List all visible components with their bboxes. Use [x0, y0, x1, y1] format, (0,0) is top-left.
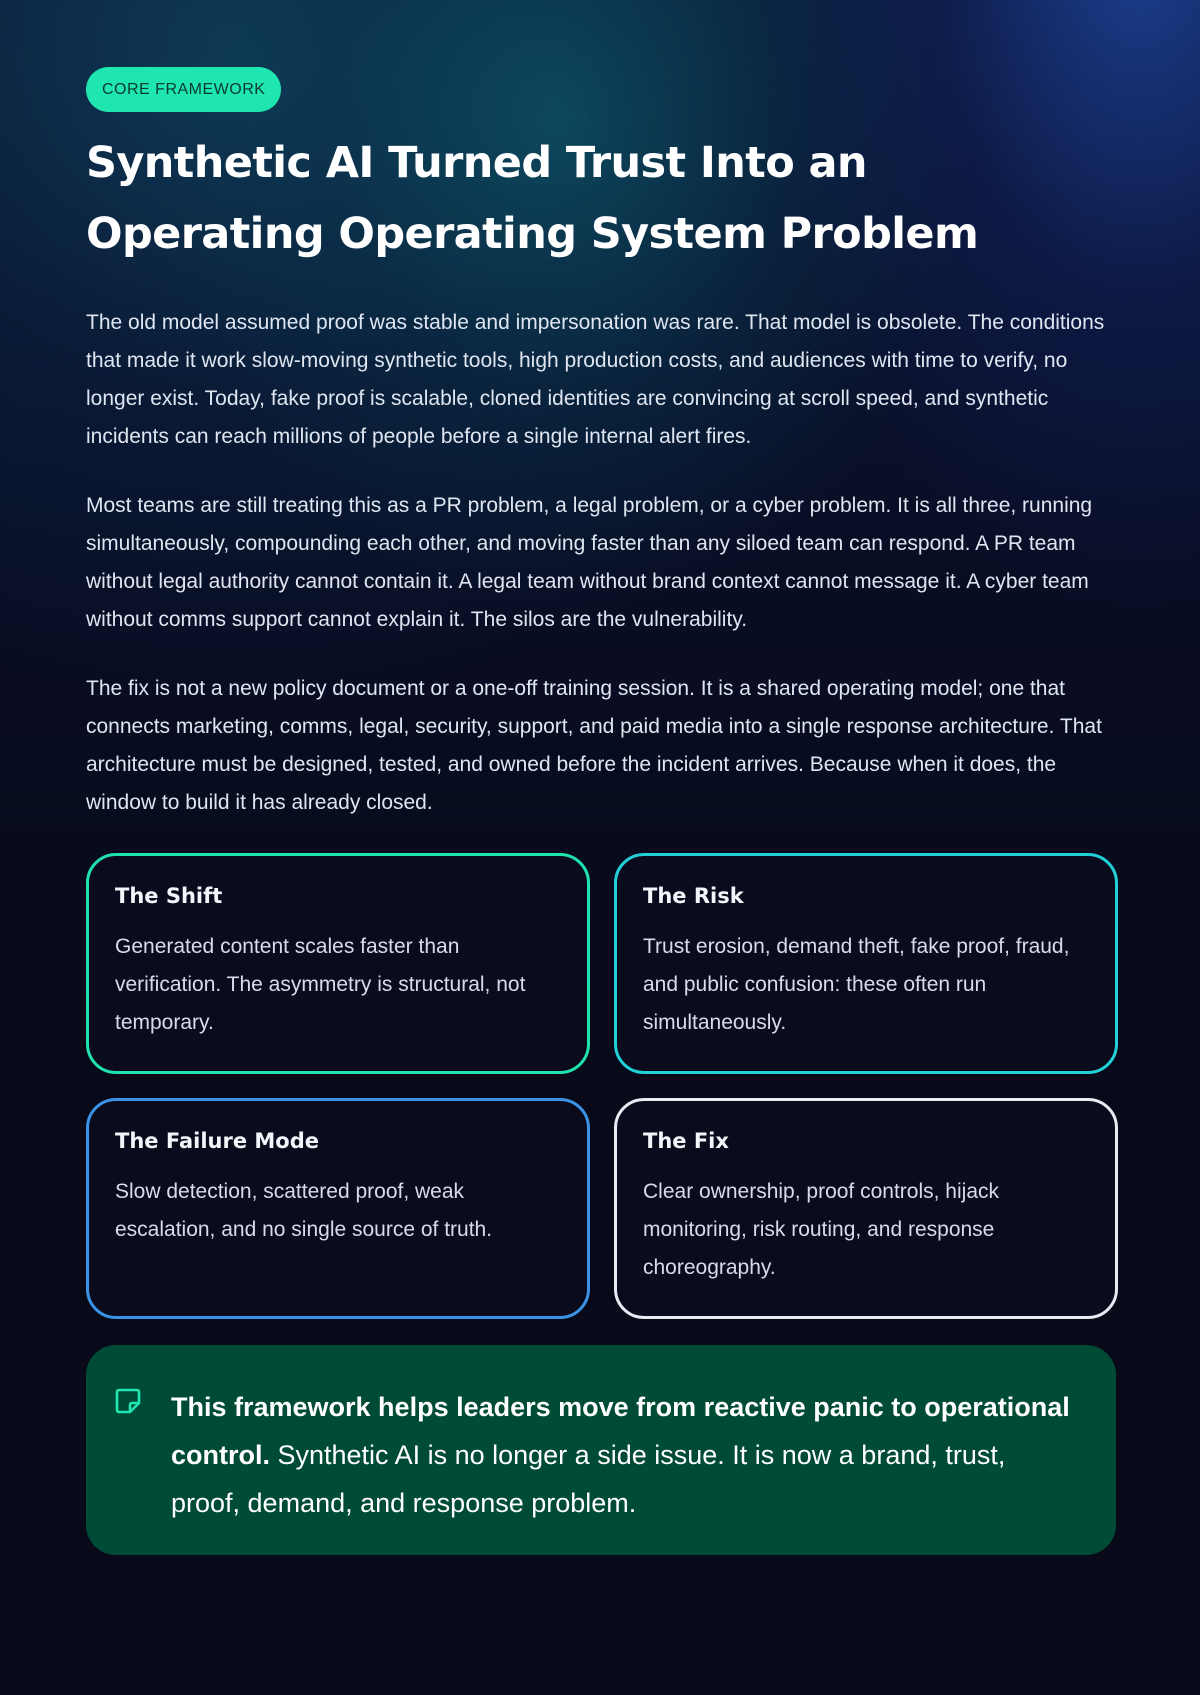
intro-text [86, 304, 1116, 822]
card-the-shift [86, 853, 590, 1074]
page-title: Synthetic AI Turned Trust Into an Operating Operating System Problem [86, 138, 979, 259]
page-content [86, 67, 1116, 1555]
card-title: The Failure Mode [115, 1129, 319, 1153]
card-body: Generated content scales faster than verification. The asymmetry is structural, not temporary. [115, 935, 526, 1034]
card-title: The Fix [643, 1129, 729, 1153]
callout-lead: This framework helps leaders move from reactive panic to operational control. [171, 1392, 1070, 1470]
note-icon [114, 1387, 142, 1415]
intro-paragraph-2: Most teams are still treating this as a PR problem, a legal problem, or a cyber problem. It is all three, running simultaneously, compounding each other, and moving faster than any siloed team can respond. A PR team without legal authority cannot contain it. A legal team without brand context cannot message it. A cyber team without comms support cannot explain it. The silos are the vulnerability. [86, 494, 1093, 631]
intro-paragraph-1: The old model assumed proof was stable and impersonation was rare. That model is obsolete. The conditions that made it work slow-moving synthetic tools, high production costs, and audiences with time to verify, no longer exist. Today, fake proof is scalable, cloned identities are convincing at scroll speed, and synthetic incidents can reach millions of people before a single internal alert fires. [86, 311, 1105, 448]
card-the-risk [614, 853, 1118, 1074]
card-title: The Shift [115, 884, 223, 908]
intro-paragraph-3: The fix is not a new policy document or a one-off training session. It is a shared operating model; one that connects marketing, comms, legal, security, support, and paid media into a single response architecture. That architecture must be designed, tested, and owned before the incident arrives. Because when it does, the window to build it has already closed. [86, 677, 1102, 814]
card-body: Trust erosion, demand theft, fake proof, fraud, and public confusion: these often run simultaneously. [643, 935, 1070, 1034]
card-title: The Risk [643, 884, 744, 908]
card-the-failure-mode [86, 1098, 590, 1319]
framework-cards [86, 853, 1116, 1319]
card-the-fix [614, 1098, 1118, 1319]
card-body: Clear ownership, proof controls, hijack monitoring, risk routing, and response choreography. [643, 1180, 999, 1279]
callout-body: Synthetic AI is no longer a side issue. It is now a brand, trust, proof, demand, and response problem. [171, 1440, 1006, 1518]
section-tag: CORE FRAMEWORK [86, 67, 281, 112]
summary-callout [86, 1345, 1116, 1555]
card-body: Slow detection, scattered proof, weak escalation, and no single source of truth. [115, 1180, 493, 1241]
callout-text [171, 1383, 1076, 1527]
